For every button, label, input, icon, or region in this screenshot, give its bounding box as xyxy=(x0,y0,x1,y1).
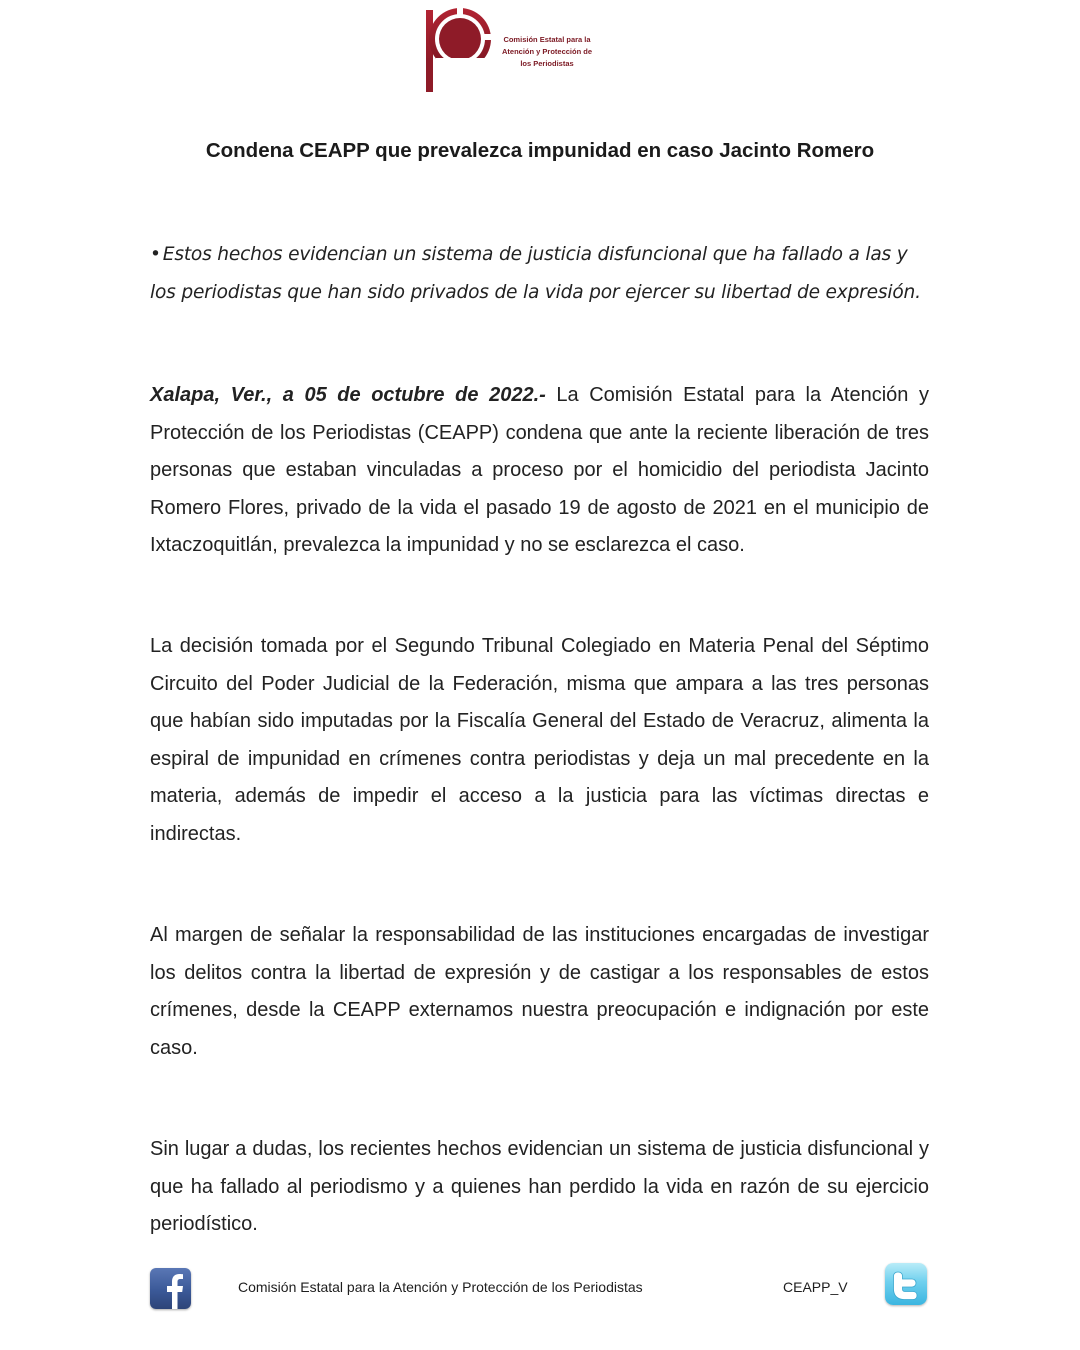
summary-text: Estos hechos evidencian un sistema de justicia disfuncional que ha fallado a las y los periodistas que han sido privados de la vida por ejercer su libertad de expresión. xyxy=(150,244,921,303)
ceapp-logo xyxy=(424,6,604,96)
facebook-glyph xyxy=(150,1268,191,1309)
logo-line-1: Comisión Estatal para la xyxy=(503,35,591,44)
page-title: Condena CEAPP que prevalezca impunidad en caso Jacinto Romero xyxy=(205,139,875,162)
ceapp-logo-mark xyxy=(424,6,494,94)
twitter-icon[interactable] xyxy=(885,1263,927,1305)
paragraph-1-text: La Comisión Estatal para la Atención y Protección de los Periodistas (CEAPP) condena que ante la reciente liberación de tres personas que estaban vinculadas a proceso por el homicidio del periodista Jacinto Romero Flores, privado de la vida el pasado 19 de agosto de 2021 en el municipio de Ixtaczoquitlán, prevalezca la impunidad y no se esclarezca el caso. xyxy=(150,384,930,556)
paragraph-4: Sin lugar a dudas, los recientes hechos evidencian un sistema de justicia disfuncional y que ha fallado al periodismo y a quienes han perdido la vida en razón de su ejercicio periodístico. xyxy=(150,1138,929,1235)
summary-bullet xyxy=(150,236,929,311)
paragraph-2: La decisión tomada por el Segundo Tribunal Colegiado en Materia Penal del Séptimo Circuito del Poder Judicial de la Federación, misma que ampara a las tres personas que habían sido imputadas por la Fiscalía General del Estado de Veracruz, alimenta la espiral de impunidad en crímenes contra periodistas y deja un mal precedente en la materia, además de impedir el acceso a la justicia para las víctimas directas e indirectas. xyxy=(150,635,929,845)
footer-twitter-handle[interactable]: CEAPP_V xyxy=(783,1279,848,1295)
dateline: Xalapa, Ver., a 05 de octubre de 2022.- xyxy=(150,384,546,406)
facebook-icon[interactable] xyxy=(150,1268,191,1309)
ceapp-logo-text xyxy=(491,34,603,70)
logo-line-3: los Periodistas xyxy=(520,59,574,68)
paragraph-1 xyxy=(150,377,929,565)
footer-organization: Comisión Estatal para la Atención y Protección de los Periodistas xyxy=(238,1279,643,1295)
footer xyxy=(0,1262,1080,1312)
twitter-glyph xyxy=(885,1263,927,1305)
bullet-marker: • xyxy=(150,244,161,265)
paragraph-3: Al margen de señalar la responsabilidad de las instituciones encargadas de investigar los delitos contra la libertad de expresión y de castigar a los responsables de estos crímenes, desde la CEAPP externamos nuestra preocupación e indignación por este caso. xyxy=(150,924,929,1059)
logo-line-2: Atención y Protección de xyxy=(501,47,593,56)
